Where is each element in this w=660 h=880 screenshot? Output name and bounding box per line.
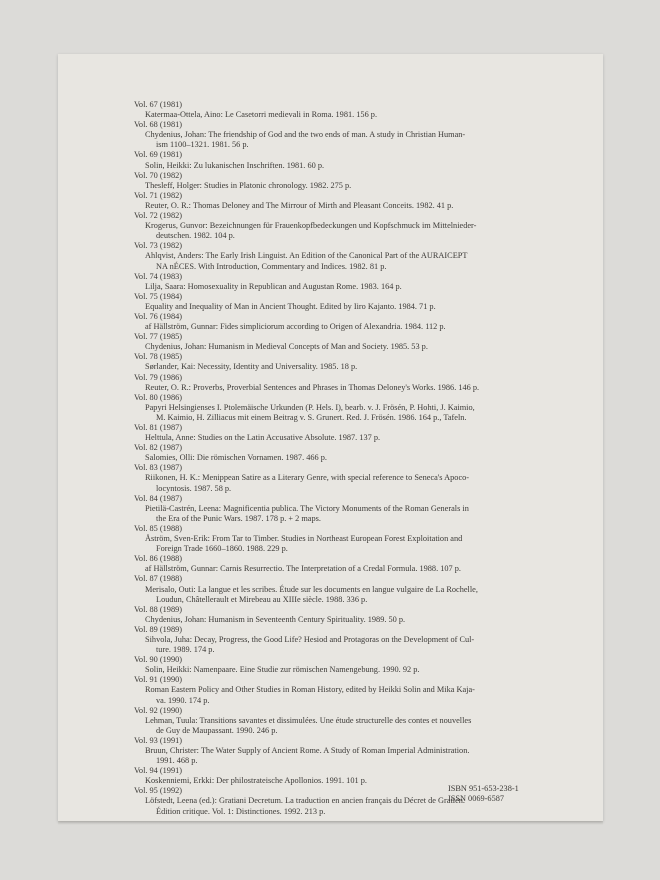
volume-number: Vol. 88 (1989): [134, 604, 183, 614]
description-line: Chydenius, Johan: Humanism in Medieval Concepts of Man and Society. 1985. 53 p.: [145, 342, 428, 352]
volume-number: Vol. 67 (1981): [134, 100, 183, 109]
volume-number: Vol. 72 (1982): [134, 211, 183, 221]
description-line: Reuter, O. R.: Thomas Deloney and The Mirrour of Mirth and Pleasant Conceits. 1982. 41 p.: [145, 200, 454, 210]
description-line: af Hällström, Gunnar: Fides simpliciorum according to Origen of Alexandria. 1984. 112 p.: [145, 322, 446, 332]
description-line: Lehman, Tuula: Transitions savantes et dissimulées. Une étude structurelle des contes et nouvelles: [145, 715, 472, 725]
volume-description: [134, 302, 584, 312]
volume-number: Vol. 79 (1986): [134, 372, 183, 382]
volume-entry: [134, 241, 584, 271]
volume-number: Vol. 85 (1988): [134, 523, 183, 533]
volume-entry: [134, 373, 584, 393]
volume-number: Vol. 74 (1983): [134, 271, 183, 281]
description-line: Roman Eastern Policy and Other Studies in Roman History, edited by Heikki Solin and Mika Kaja-: [145, 685, 475, 695]
description-line: Helttula, Anne: Studies on the Latin Accusative Absolute. 1987. 137 p.: [145, 433, 381, 443]
volume-entry: [134, 312, 584, 332]
volume-number: Vol. 84 (1987): [134, 493, 183, 503]
volume-entry: [134, 625, 584, 655]
isbn: ISBN 951-653-238-1: [448, 784, 519, 793]
volume-entry: [134, 171, 584, 191]
description-line: Riikonen, H. K.: Menippean Satire as a Literary Genre, with special reference to Seneca's Apoco-: [145, 473, 470, 483]
volume-entry: [134, 423, 584, 443]
volume-description: [134, 504, 584, 524]
description-line: de Guy de Maupassant. 1990. 246 p.: [156, 725, 278, 735]
description-line: Salomies, Olli: Die römischen Vornamen. 1987. 466 p.: [145, 453, 327, 463]
description-line: Sihvola, Juha: Decay, Progress, the Good Life? Hesiod and Protagoras on the Development of Cul-: [145, 634, 475, 644]
volume-entry: [134, 100, 584, 120]
isbn-block: [448, 784, 568, 804]
volume-entry: [134, 655, 584, 675]
volume-entry: [134, 524, 584, 554]
volume-description: [134, 181, 584, 191]
volume-number: Vol. 75 (1984): [134, 291, 183, 301]
volume-number: Vol. 80 (1986): [134, 392, 183, 402]
volume-description: [134, 685, 584, 705]
volume-number: Vol. 68 (1981): [134, 120, 183, 130]
description-line: Equality and Inequality of Man in Ancient Thought. Edited by Iiro Kajanto. 1984. 71 p.: [145, 301, 436, 311]
volume-description: [134, 362, 584, 372]
volume-number: Vol. 95 (1992): [134, 786, 183, 796]
volume-number: Vol. 83 (1987): [134, 463, 183, 473]
volume-number: Vol. 73 (1982): [134, 241, 183, 251]
volume-description: [134, 716, 584, 736]
description-line: Katermaa-Ottela, Aino: Le Casetorri medievali in Roma. 1981. 156 p.: [145, 110, 378, 120]
volume-description: [134, 585, 584, 605]
volume-number: Vol. 81 (1987): [134, 423, 183, 432]
description-line: locyntosis. 1987. 58 p.: [156, 483, 232, 493]
description-line: Ahlqvist, Anders: The Early Irish Linguist. An Edition of the Canonical Part of the AURAICEPT: [145, 251, 468, 261]
volume-number: Vol. 90 (1990): [134, 655, 183, 665]
description-line: Foreign Trade 1660–1860. 1988. 229 p.: [156, 544, 288, 554]
description-line: Thesleff, Holger: Studies in Platonic chronology. 1982. 275 p.: [145, 180, 352, 190]
volume-number: Vol. 89 (1989): [134, 624, 183, 634]
volume-description: [134, 110, 584, 120]
volume-entry: [134, 574, 584, 604]
volume-number: Vol. 93 (1991): [134, 735, 183, 745]
description-line: Loudun, Châtellerault et Mirebeau au XIIIe siècle. 1988. 336 p.: [156, 594, 368, 604]
description-line: ture. 1989. 174 p.: [156, 645, 215, 655]
volume-entry: [134, 272, 584, 292]
description-line: Reuter, O. R.: Proverbs, Proverbial Sentences and Phrases in Thomas Deloney's Works. 1986. 146 p.: [145, 382, 480, 392]
volume-description: [134, 383, 584, 393]
volume-description: [134, 564, 584, 574]
volume-description: [134, 201, 584, 211]
volume-description: [134, 473, 584, 493]
volume-number: Vol. 78 (1985): [134, 352, 183, 362]
description-line: Merisalo, Outi: La langue et les scribes. Étude sur les documents en langue vulgaire de La Rochelle,: [145, 584, 478, 594]
volume-description: [134, 322, 584, 332]
volume-number: Vol. 86 (1988): [134, 554, 183, 564]
volume-entry: [134, 443, 584, 463]
description-line: Papyri Helsingienses I. Ptolemäische Urkunden (P. Hels. I), bearb. v. J. Frösén, P. Hohti, J. Kaimio,: [145, 402, 475, 412]
volume-description: [134, 635, 584, 655]
description-line: Koskenniemi, Erkki: Der philostrateische Apollonios. 1991. 101 p.: [145, 776, 367, 786]
volume-number: Vol. 71 (1982): [134, 190, 183, 200]
description-line: af Hällström, Gunnar: Carnis Resurrectio. The Interpretation of a Credal Formula. 1988. 107 p.: [145, 564, 461, 574]
volume-number: Vol. 82 (1987): [134, 443, 183, 453]
description-line: Lilja, Saara: Homosexuality in Republican and Augustan Rome. 1983. 164 p.: [145, 281, 402, 291]
volume-description: [134, 665, 584, 675]
description-line: Pietilä-Castrén, Leena: Magnificentia publica. The Victory Monuments of the Roman Generals in: [145, 503, 469, 513]
volume-description: [134, 433, 584, 443]
volume-entry: [134, 292, 584, 312]
volume-entry: [134, 150, 584, 170]
description-line: Chydenius, Johan: The friendship of God and the two ends of man. A study in Christian Human-: [145, 130, 466, 140]
description-line: Solin, Heikki: Namenpaare. Eine Studie zur römischen Namengebung. 1990. 92 p.: [145, 665, 420, 675]
description-line: Édition critique. Vol. 1: Distinctiones. 1992. 213 p.: [156, 806, 326, 816]
description-line: the Era of the Punic Wars. 1987. 178 p. + 2 maps.: [156, 513, 321, 523]
volume-description: [134, 534, 584, 554]
volume-description: [134, 403, 584, 423]
description-line: Solin, Heikki: Zu lukanischen Inschriften. 1981. 60 p.: [145, 160, 325, 170]
description-line: 1991. 468 p.: [156, 756, 198, 766]
description-line: va. 1990. 174 p.: [156, 695, 210, 705]
volume-entry: [134, 494, 584, 524]
volume-entry: [134, 554, 584, 574]
issn: ISSN 0069-6587: [448, 794, 505, 803]
volume-entry: [134, 352, 584, 372]
page-shadow: [58, 821, 603, 825]
volume-entry: [134, 120, 584, 150]
book-back-cover: [58, 54, 603, 821]
description-line: deutschen. 1982. 104 p.: [156, 231, 235, 241]
volume-description: [134, 615, 584, 625]
description-line: M. Kaimio, H. Zilliacus mit einem Beitrag v. S. Grunert. Red. J. Frösén. 1986. 164 p., Tafeln.: [156, 412, 467, 422]
volume-description: [134, 221, 584, 241]
description-line: Sørlander, Kai: Necessity, Identity and Universality. 1985. 18 p.: [145, 362, 358, 372]
volume-description: [134, 161, 584, 171]
volume-entry: [134, 605, 584, 625]
volume-description: [134, 342, 584, 352]
volume-entry: [134, 191, 584, 211]
volume-number: Vol. 69 (1981): [134, 150, 183, 160]
volume-description: [134, 453, 584, 463]
description-line: Åström, Sven-Erik: From Tar to Timber. Studies in Northeast European Forest Exploitation and: [145, 534, 463, 544]
volume-entry: [134, 706, 584, 736]
volume-entry: [134, 675, 584, 705]
volume-description: [134, 282, 584, 292]
volume-entry: [134, 211, 584, 241]
volume-entry: [134, 393, 584, 423]
volume-number: Vol. 76 (1984): [134, 311, 183, 321]
volume-description: [134, 746, 584, 766]
volume-number: Vol. 94 (1991): [134, 766, 183, 776]
volume-number: Vol. 70 (1982): [134, 170, 183, 180]
description-line: ism 1100–1321. 1981. 56 p.: [156, 140, 249, 150]
volume-entry: [134, 463, 584, 493]
volume-number: Vol. 87 (1988): [134, 574, 183, 584]
description-line: NA nÉCES. With Introduction, Commentary and Indices. 1982. 81 p.: [156, 261, 387, 271]
volume-number: Vol. 92 (1990): [134, 705, 183, 715]
volume-entry: [134, 332, 584, 352]
volume-description: [134, 251, 584, 271]
description-line: Löfstedt, Leena (ed.): Gratiani Decretum. La traduction en ancien français du Décret de Gratien.: [145, 796, 465, 806]
volume-number: Vol. 91 (1990): [134, 675, 183, 685]
volume-entry: [134, 736, 584, 766]
volume-list: [134, 100, 584, 817]
volume-number: Vol. 77 (1985): [134, 332, 183, 342]
description-line: Bruun, Christer: The Water Supply of Ancient Rome. A Study of Roman Imperial Administration.: [145, 746, 470, 755]
volume-description: [134, 130, 584, 150]
description-line: Krogerus, Gunvor: Bezeichnungen für Frauenkopfbedeckungen und Kopfschmuck im Mittelnieder-: [145, 221, 477, 231]
description-line: Chydenius, Johan: Humanism in Seventeenth Century Spirituality. 1989. 50 p.: [145, 614, 406, 624]
